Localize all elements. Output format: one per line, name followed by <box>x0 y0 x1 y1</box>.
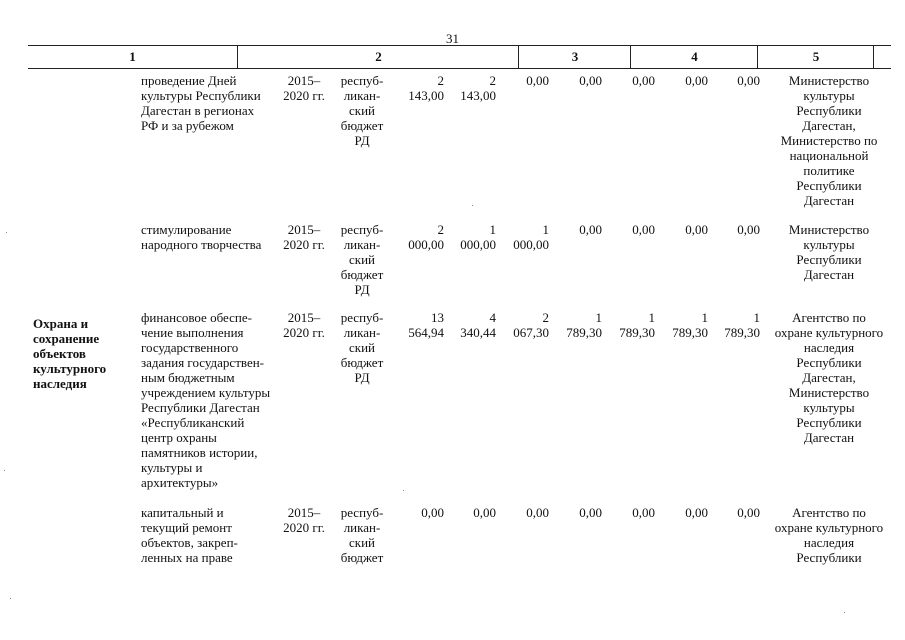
scan-speck <box>6 232 7 233</box>
amount-cell: 13 564,94 <box>408 310 444 340</box>
period-cell: 2015– 2020 гг. <box>283 222 325 252</box>
header-col-5: 5 <box>757 46 874 68</box>
executor-cell: Агентство по охране культурного наследия Республики <box>774 505 884 565</box>
scan-speck <box>472 205 473 206</box>
amount-cell: 2 143,00 <box>408 73 444 103</box>
page-number: 31 <box>446 31 459 46</box>
amount-cell: 2 143,00 <box>460 73 496 103</box>
scan-speck <box>4 470 5 471</box>
amount-cell: 0,00 <box>579 222 602 237</box>
event-description: капитальный и текущий ремонт объектов, закреп- ленных на праве <box>141 505 238 565</box>
funding-source-cell: респуб- ликан- ский бюджет РД <box>340 310 384 385</box>
funding-source-cell: респуб- ликан- ский бюджет РД <box>340 222 384 297</box>
executor-cell: Агентство по охране культурного наследия Республики Дагестан, Министерство культуры Республики Дагестан <box>774 310 884 445</box>
amount-cell: 4 340,44 <box>460 310 496 340</box>
amount-cell: 0,00 <box>579 73 602 88</box>
amount-cell: 0,00 <box>737 222 760 237</box>
amount-cell: 0,00 <box>526 505 549 520</box>
executor-cell: Министерство культуры Республики Дагестан <box>788 222 870 282</box>
scan-speck <box>10 598 11 599</box>
event-description: финансовое обеспе- чение выполнения государственного задания государствен- ным бюджетным учреждением культуры Республики Дагестан «Республиканский центр охраны памятников истории, культуры и архитектуры» <box>141 310 271 490</box>
amount-cell: 2 000,00 <box>408 222 444 252</box>
event-description: проведение Дней культуры Республики Дагестан в регионах РФ и за рубежом <box>141 73 261 133</box>
header-col-4: 4 <box>630 46 758 68</box>
amount-cell: 1 789,30 <box>619 310 655 340</box>
period-cell: 2015– 2020 гг. <box>283 73 325 103</box>
amount-cell: 0,00 <box>685 73 708 88</box>
amount-cell: 0,00 <box>632 73 655 88</box>
amount-cell: 0,00 <box>685 505 708 520</box>
event-description: стимулирование народного творчества <box>141 222 262 252</box>
amount-cell: 1 789,30 <box>672 310 708 340</box>
amount-cell: 0,00 <box>737 73 760 88</box>
funding-source-cell: респуб- ликан- ский бюджет РД <box>340 73 384 148</box>
amount-cell: 0,00 <box>579 505 602 520</box>
period-cell: 2015– 2020 гг. <box>283 310 325 340</box>
amount-cell: 2 067,30 <box>513 310 549 340</box>
section-title: Охрана и сохранение объектов культурного наследия <box>33 316 107 391</box>
amount-cell: 0,00 <box>685 222 708 237</box>
executor-cell: Министерство культуры Республики Дагестан, Министерство по национальной политике Республики Дагестан <box>780 73 878 208</box>
header-col-1: 1 <box>129 49 136 64</box>
amount-cell: 1 000,00 <box>513 222 549 252</box>
amount-cell: 0,00 <box>737 505 760 520</box>
period-cell: 2015– 2020 гг. <box>283 505 325 535</box>
amount-cell: 0,00 <box>526 73 549 88</box>
amount-cell: 0,00 <box>421 505 444 520</box>
amount-cell: 1 789,30 <box>724 310 760 340</box>
funding-source-cell: респуб- ликан- ский бюджет <box>340 505 384 565</box>
scan-speck <box>403 490 404 491</box>
amount-cell: 0,00 <box>473 505 496 520</box>
amount-cell: 0,00 <box>632 222 655 237</box>
amount-cell: 1 000,00 <box>460 222 496 252</box>
header-col-2: 2 <box>237 46 519 68</box>
amount-cell: 0,00 <box>632 505 655 520</box>
header-col-extra <box>873 46 891 68</box>
table-header <box>28 45 891 69</box>
scan-speck <box>844 612 845 613</box>
amount-cell: 1 789,30 <box>566 310 602 340</box>
header-col-3: 3 <box>518 46 631 68</box>
